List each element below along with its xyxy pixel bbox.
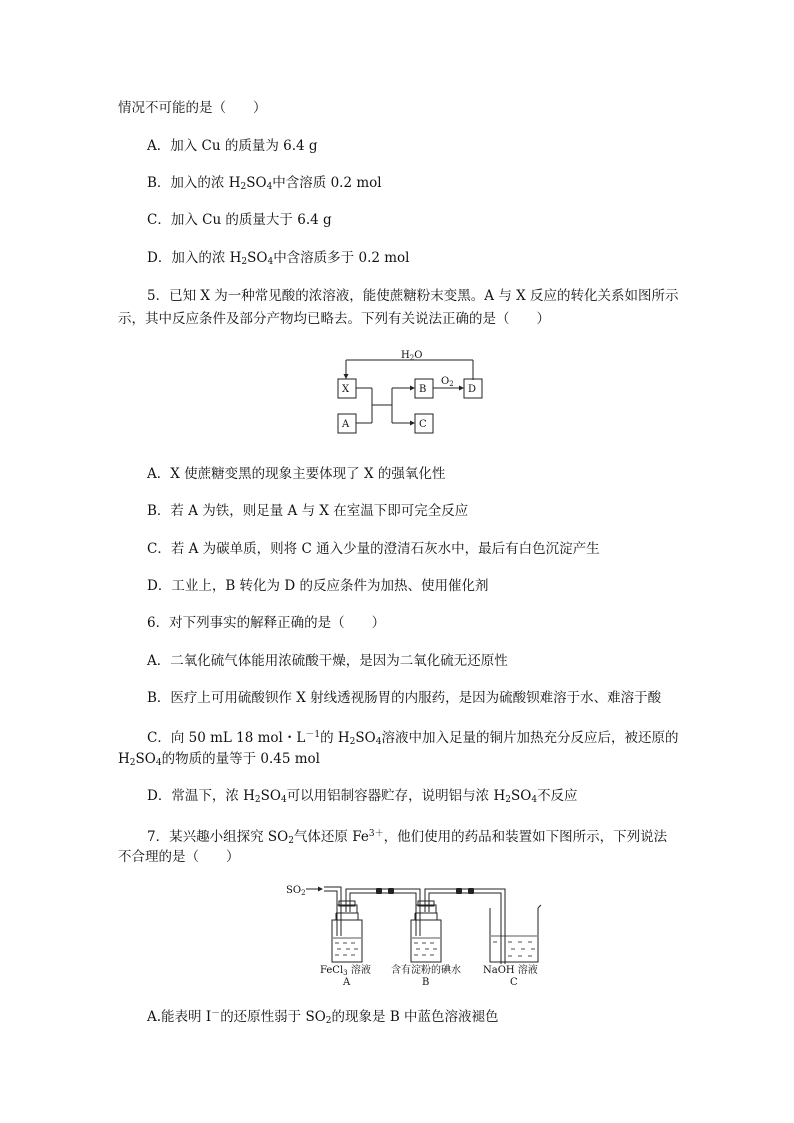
q5-option-b: B．若 A 为铁，则足量 A 与 X 在室温下即可完全反应 bbox=[147, 503, 469, 519]
q4-stem-end: 情况不可能的是（ ） bbox=[118, 100, 267, 116]
q6-option-c-line1: C．向 50 mL 18 mol・$L^{-1}$的 $H_2SO_4$溶液中加入足量的铜片加热充分反应后，被还原的 bbox=[147, 730, 679, 747]
label-c-solution: NaOH 溶液 bbox=[483, 965, 538, 976]
letter-b: B bbox=[422, 977, 430, 986]
box-c-label: C bbox=[419, 419, 427, 430]
letter-a: A bbox=[343, 977, 351, 986]
q6-option-a: A．二氧化硫气体能用浓硫酸干燥，是因为二氧化硫无还原性 bbox=[147, 653, 508, 669]
q7-option-a: A.能表明 I－的还原性弱于 $SO_2$的现象是 B 中蓝色溶液褪色 bbox=[147, 1009, 499, 1026]
box-d-label: D bbox=[468, 384, 477, 395]
letter-c: C bbox=[510, 977, 518, 986]
so2-inlet-label: $SO_2$ bbox=[286, 885, 306, 897]
label-a-solution: FeCl$_3$ 溶液 bbox=[320, 965, 371, 977]
q5-option-d: D．工业上，B 转化为 D 的反应条件为加热、使用催化剂 bbox=[147, 578, 489, 594]
q7-stem-line1: 7．某兴趣小组探究 $SO_2$气体还原 $Fe^{3+}$，他们使用的药品和装置如下图所示，下列说法 bbox=[147, 829, 668, 846]
q5-conversion-diagram bbox=[330, 348, 490, 440]
q6-option-b: B．医疗上可用硫酸钡作 X 射线透视肠胃的内服药，是因为硫酸钡难溶于水、难溶于酸 bbox=[147, 690, 662, 706]
q6-stem: 6．对下列事实的解释正确的是（ ） bbox=[147, 615, 386, 631]
q5-stem-line1: 5．已知 X 为一种常见酸的浓溶液，能使蔗糖粉末变黑。A 与 X 反应的转化关系如图所示 bbox=[147, 288, 679, 304]
oxygen-label: $O_2$ bbox=[441, 376, 454, 388]
q4-option-b: B．加入的浓 $H_2SO_4$中含溶质 0.2 mol bbox=[147, 175, 382, 192]
q4-option-a: A．加入 Cu 的质量为 6.4 g bbox=[147, 138, 318, 154]
box-b-label: B bbox=[419, 384, 427, 395]
q7-stem-line2: 不合理的是（ ） bbox=[118, 849, 240, 865]
label-b-solution: 含有淀粉的碘水 bbox=[391, 965, 461, 976]
q4-option-c: C．加入 Cu 的质量大于 6.4 g bbox=[147, 212, 332, 228]
beaker-c bbox=[490, 905, 541, 962]
q6-option-d: D．常温下，浓 $H_2SO_4$可以用铝制容器贮存，说明铝与浓 $H_2SO_4$不反应 bbox=[147, 788, 578, 805]
q5-stem-line2: 示，其中反应条件及部分产物均已略去。下列有关说法正确的是（ ） bbox=[118, 311, 550, 327]
q5-option-c: C．若 A 为碳单质，则将 C 通入少量的澄清石灰水中，最后有白色沉淀产生 bbox=[147, 541, 600, 557]
water-label: $H_2O$ bbox=[401, 350, 423, 362]
box-a-label: A bbox=[342, 419, 350, 430]
q4-option-d: D．加入的浓 $H_2SO_4$中含溶质多于 0.2 mol bbox=[147, 250, 410, 267]
q5-option-a: A．X 使蔗糖变黑的现象主要体现了 X 的强氧化性 bbox=[147, 466, 446, 482]
box-x-label: X bbox=[342, 384, 350, 395]
q6-option-c-line2: $H_2SO_4$的物质的量等于 0.45 mol bbox=[118, 751, 320, 768]
q7-apparatus-diagram bbox=[284, 878, 546, 986]
